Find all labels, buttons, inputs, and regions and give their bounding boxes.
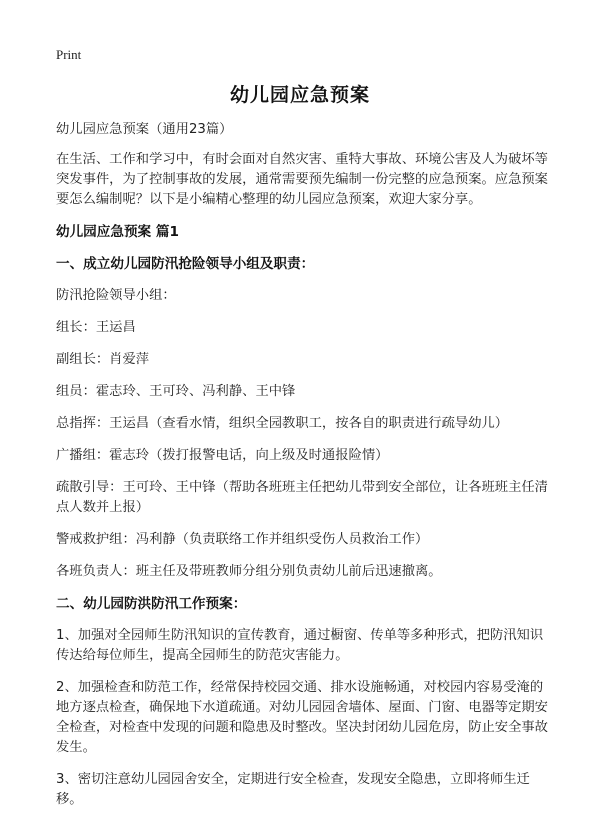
part1-paragraph: 副组长：肖爱萍 bbox=[56, 352, 150, 367]
part1-heading: 一、成立幼儿园防汛抢险领导小组及职责： bbox=[56, 256, 315, 272]
document-subtitle: 幼儿园应急预案（通用23篇） bbox=[56, 122, 233, 137]
section-heading: 幼儿园应急预案 篇1 bbox=[56, 224, 179, 240]
part1-paragraph: 疏散引导：王可玲、王中锋（帮助各班班主任把幼儿带到安全部位，让各班班主任清点人数并上报） bbox=[56, 480, 548, 515]
print-label[interactable]: Print bbox=[56, 47, 82, 62]
part2-heading: 二、幼儿园防洪防汛工作预案： bbox=[56, 596, 247, 612]
part1-paragraph: 组长：王运昌 bbox=[56, 320, 136, 335]
part1-paragraph: 组员：霍志玲、王可玲、冯利静、王中锋 bbox=[56, 384, 296, 399]
part2-paragraph: 2、加强检查和防范工作，经常保持校园交通、排水设施畅通，对校园内容易受淹的地方逐点检查，确保地下水道疏通。对幼儿园园舍墙体、屋面、门窗、电器等定期安全检查，对检查中发现的问题和隐患及时整改。坚决封闭幼儿园危房，防止安全事故发生。 bbox=[56, 680, 548, 755]
page-title: 幼儿园应急预案 bbox=[229, 84, 370, 106]
part1-paragraph: 总指挥：王运昌（查看水情，组织全园教职工，按各自的职责进行疏导幼儿） bbox=[56, 416, 509, 431]
part1-paragraph: 防汛抢险领导小组： bbox=[56, 288, 176, 303]
part2-paragraph: 1、加强对全园师生防汛知识的宣传教育，通过橱窗、传单等多种形式，把防汛知识传达给每位师生，提高全园师生的防范灾害能力。 bbox=[56, 628, 544, 663]
intro-paragraph: 在生活、工作和学习中，有时会面对自然灾害、重特大事故、环境公害及人为破坏等突发事件，为了控制事故的发展，通常需要预先编制一份完整的应急预案。应急预案要怎么编制呢？以下是小编精心整理的幼儿园应急预案，欢迎大家分享。 bbox=[56, 152, 548, 207]
part1-paragraph: 各班负责人：班主任及带班教师分组分别负责幼儿前后迅速撤离。 bbox=[56, 564, 442, 579]
part1-paragraph: 广播组：霍志玲（拨打报警电话，向上级及时通报险情） bbox=[56, 448, 389, 463]
document-body bbox=[56, 120, 554, 822]
part1-paragraph: 警戒救护组：冯利静（负责联络工作并组织受伤人员救治工作） bbox=[56, 532, 429, 547]
part2-paragraph: 3、密切注意幼儿园园舍安全，定期进行安全检查，发现安全隐患，立即将师生迁移。 bbox=[56, 772, 530, 807]
